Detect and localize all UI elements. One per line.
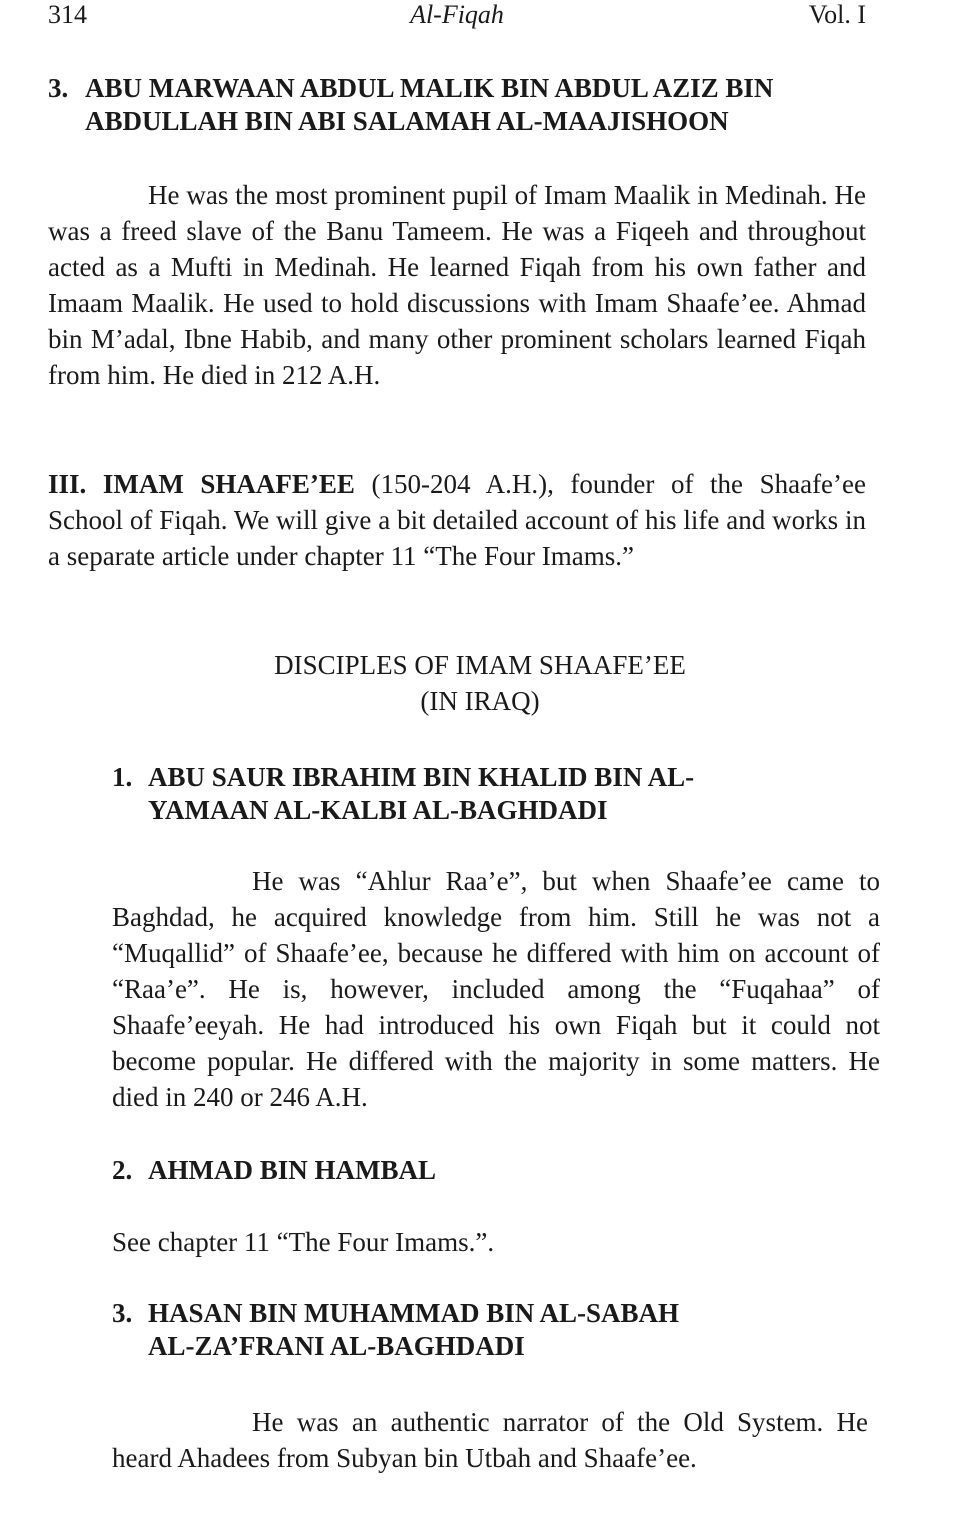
- section-body: (150-204 A.H.), founder of the Shaafe’ee School of Fiqah. We will give a bit detailed account of his life and works in a separate article under chapter 11 “The Four Imams.”: [48, 469, 866, 571]
- running-head: [48, 0, 866, 34]
- heading-line: AL-ZA’FRANI AL-BAGHDADI: [148, 1331, 525, 1361]
- paragraph-ahmad-bin-hambal: See chapter 11 “The Four Imams.”.: [112, 1227, 495, 1257]
- page-number: 314: [48, 0, 87, 29]
- heading-line: HASAN BIN MUHAMMAD BIN AL-SABAH: [148, 1298, 680, 1328]
- disciples-heading-line2: (IN IRAQ): [420, 686, 540, 716]
- heading-abu-saur: [112, 761, 892, 827]
- paragraph-abu-saur: He was “Ahlur Raa’e”, but when Shaafe’ee came to Baghdad, he acquired knowledge from him. Still he was not a “Muqallid” of Shaafe’ee, because he differed with him on account of “Raa’e”. He is, however, included among the “Fuqahaa” of Shaafe’eeyah. He had introduced his own Fiqah but it could not become popular. He differed with the majority in some matters. He died in 240 or 246 A.H.: [112, 866, 880, 1112]
- heading-line: ABU SAUR IBRAHIM BIN KHALID BIN AL-: [148, 762, 695, 792]
- heading-number: 2.: [112, 1155, 133, 1185]
- heading-number: 1.: [112, 762, 133, 792]
- heading-line: ABU MARWAAN ABDUL MALIK BIN ABDUL AZIZ BIN: [85, 73, 774, 103]
- heading-maajishoon: [48, 72, 908, 138]
- heading-line: YAMAAN AL-KALBI AL-BAGHDADI: [148, 795, 608, 825]
- book-title: Al-Fiqah: [410, 0, 504, 29]
- disciples-heading-line1: DISCIPLES OF IMAM SHAAFE’EE: [274, 650, 686, 680]
- heading-line: AHMAD BIN HAMBAL: [148, 1155, 436, 1185]
- volume-label: Vol. I: [808, 0, 866, 29]
- section-lead: III. IMAM SHAAFE’EE: [48, 469, 355, 499]
- heading-line: ABDULLAH BIN ABI SALAMAH AL-MAAJISHOON: [85, 106, 729, 136]
- heading-ahmad-bin-hambal: [112, 1154, 892, 1187]
- paragraph-zafrani: He was an authentic narrator of the Old System. He heard Ahadees from Subyan bin Utbah and Shaafe’ee.: [112, 1407, 868, 1473]
- paragraph-imam-shaafee: [48, 466, 866, 574]
- heading-number: 3.: [112, 1298, 133, 1328]
- heading-number: 3.: [48, 73, 69, 103]
- paragraph-maajishoon: He was the most prominent pupil of Imam Maalik in Medinah. He was a freed slave of the Banu Tameem. He was a Fiqeeh and throughout acted as a Mufti in Medinah. He learned Fiqah from his own father and Imaam Maalik. He used to hold discussions with Imam Shaafe’ee. Ahmad bin M’adal, Ibne Habib, and many other prominent scholars learned Fiqah from him. He died in 212 A.H.: [48, 180, 866, 390]
- heading-zafrani: [112, 1297, 892, 1363]
